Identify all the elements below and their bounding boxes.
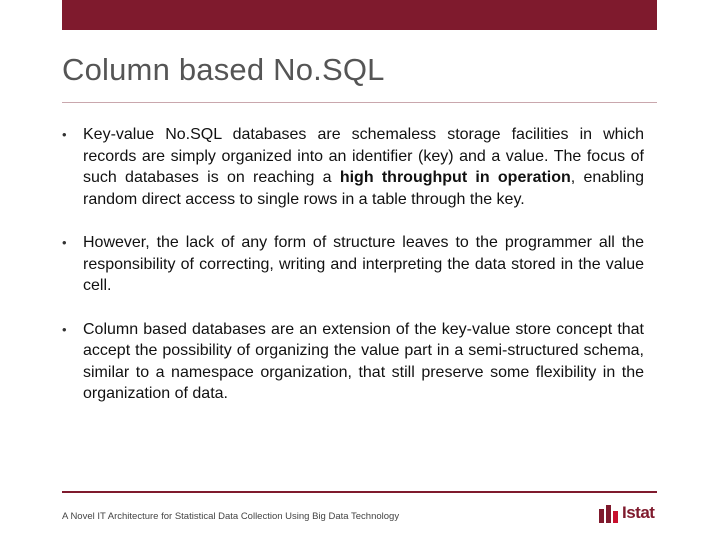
- footer-caption: A Novel IT Architecture for Statistical Data Collection Using Big Data Technology: [62, 511, 400, 522]
- bullet-item: [62, 124, 644, 210]
- bullet-bold-text: high throughput in operation: [339, 169, 571, 186]
- bullet-item: [62, 232, 644, 297]
- bullet-dot-icon: •: [62, 321, 67, 337]
- header-bar: [62, 0, 657, 30]
- bullet-text-segment: , enabling random direct access to single rows in a table through the key.: [83, 169, 645, 208]
- bullet-item: [62, 319, 644, 405]
- title-divider: [62, 102, 657, 103]
- bullet-dot-icon: •: [62, 127, 67, 142]
- bullet-text-segment: Key-value No.SQL databases are schemaless storage facilities in which records are simply organized into an identifier (key) and a value. The focus of such databases is on reaching a: [83, 126, 644, 186]
- bullet-text: [83, 126, 644, 208]
- logo-text: Istat: [622, 503, 655, 522]
- istat-logo: [598, 502, 658, 524]
- bullet-text: However, the lack of any form of structure leaves to the programmer all the responsibility of correcting, writing and interpreting the data stored in the value cell.: [83, 234, 644, 294]
- slide-title: Column based No.SQL: [62, 52, 385, 87]
- footer-divider: [62, 491, 657, 493]
- bullet-text: Column based databases are an extension of the key-value store concept that accept the possibility of organizing the value part in a semi-structured schema, similar to a namespace organization, that still preserve some flexibility in the organization of data.: [83, 320, 644, 402]
- istat-logo-icon: [598, 503, 620, 523]
- bullet-dot-icon: •: [62, 235, 67, 250]
- bullet-list: [62, 124, 644, 427]
